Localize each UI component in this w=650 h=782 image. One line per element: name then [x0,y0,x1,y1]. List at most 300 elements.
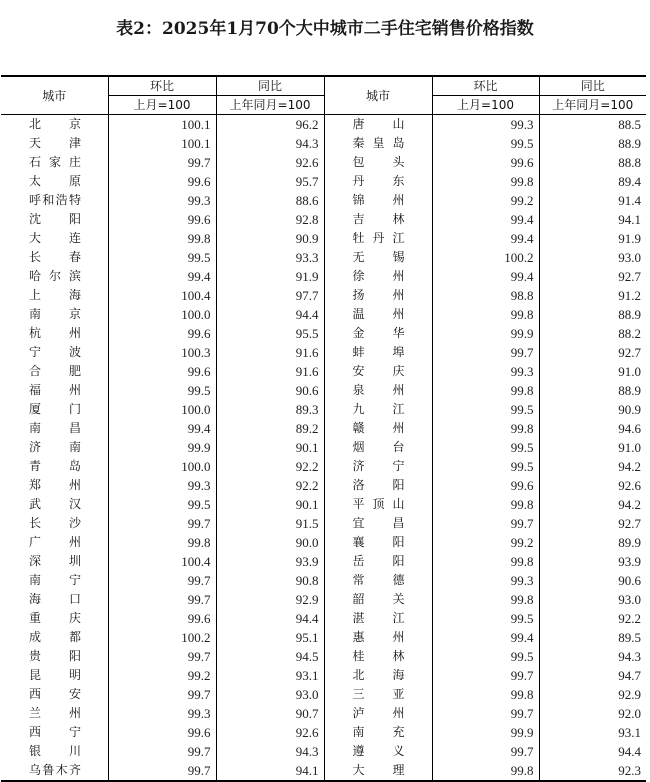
cell-yoy-right: 91.2 [618,288,641,303]
city-name: 杭 州 [29,326,81,340]
cell-yoy-left: 93.3 [216,248,324,267]
cell-mom-right: 99.5 [432,438,539,457]
cell-mom-left: 99.8 [108,229,216,248]
cell-mom-right: 99.2 [432,533,539,552]
city-name: 丹 东 [352,174,405,188]
cell-yoy-right: 94.2 [618,459,641,474]
city-name: 广 州 [29,535,81,549]
cell-mom-left: 99.7 [108,647,216,666]
cell-city-right [324,761,432,781]
city-name: 常 德 [352,573,405,587]
cell-mom-left: 99.5 [108,381,216,400]
cell-mom-right: 99.2 [432,191,539,210]
cell-mom-right: 99.3 [432,571,539,590]
cell-mom-left: 99.3 [108,191,216,210]
cell-city-right [324,286,432,305]
cell-mom-right: 99.8 [432,590,539,609]
cell-yoy-right: 92.7 [618,269,641,284]
table-row [1,229,646,248]
cell-yoy-left: 90.0 [216,533,324,552]
city-name: 泸 州 [352,706,405,720]
city-name: 天 津 [29,136,81,150]
cell-mom-right: 99.8 [432,495,539,514]
cell-city-right [324,400,432,419]
cell-city-left [1,514,108,533]
table-row [1,457,646,476]
city-name: 西 宁 [29,725,81,739]
city-name: 郑 州 [29,478,81,492]
cell-city-left [1,400,108,419]
city-name: 南 昌 [29,421,81,435]
table-row [1,191,646,210]
cell-yoy-left: 95.1 [216,628,324,647]
cell-city-right [324,628,432,647]
city-name: 烟 台 [352,440,405,454]
cell-yoy-right: 94.2 [618,497,641,512]
cell-mom-right: 99.8 [432,172,539,191]
header-yoy-base-left: 上年同月=100 [216,96,324,115]
table-row [1,704,646,723]
table-row [1,647,646,666]
cell-yoy-left: 90.6 [216,381,324,400]
cell-mom-left: 100.0 [108,400,216,419]
cell-yoy-left: 94.3 [216,742,324,761]
cell-yoy-right: 92.9 [618,687,641,702]
city-name: 呼和浩特 [29,193,81,207]
cell-yoy-left: 97.7 [216,286,324,305]
cell-mom-right: 99.7 [432,666,539,685]
cell-mom-right: 99.7 [432,704,539,723]
cell-city-left [1,761,108,781]
city-name: 银 川 [29,744,81,758]
cell-yoy-right: 88.9 [618,307,641,322]
cell-yoy-right: 91.0 [618,364,641,379]
cell-yoy-right: 90.6 [618,573,641,588]
cell-yoy-right: 91.0 [618,440,641,455]
cell-city-left [1,685,108,704]
cell-city-right [324,666,432,685]
city-name: 徐 州 [352,269,405,283]
cell-mom-left: 99.3 [108,476,216,495]
cell-yoy-right: 93.1 [618,725,641,740]
cell-city-right [324,438,432,457]
header-mom-right: 环比 [432,76,539,96]
city-name: 大 连 [29,231,81,245]
cell-city-left [1,343,108,362]
cell-yoy-left: 91.9 [216,267,324,286]
cell-city-right [324,362,432,381]
city-name: 包 头 [352,155,405,169]
cell-yoy-right: 91.9 [618,231,641,246]
table-row [1,210,646,229]
city-name: 蚌 埠 [352,345,405,359]
cell-city-right [324,324,432,343]
cell-mom-left: 99.5 [108,495,216,514]
cell-mom-right: 99.5 [432,400,539,419]
cell-city-left [1,647,108,666]
table-row [1,685,646,704]
cell-city-left [1,210,108,229]
table-row [1,666,646,685]
cell-city-right [324,476,432,495]
city-name: 长 春 [29,250,81,264]
table-row [1,286,646,305]
cell-city-right [324,191,432,210]
city-name: 桂 林 [352,649,405,663]
cell-mom-right: 98.8 [432,286,539,305]
cell-mom-left: 99.4 [108,419,216,438]
cell-city-left [1,704,108,723]
city-name: 武 汉 [29,497,81,511]
cell-yoy-left: 94.3 [216,134,324,153]
cell-city-left [1,191,108,210]
cell-city-right [324,685,432,704]
city-name: 吉 林 [352,212,405,226]
cell-mom-right: 99.5 [432,457,539,476]
cell-city-right [324,305,432,324]
city-name: 成 都 [29,630,81,644]
cell-mom-left: 99.7 [108,153,216,172]
cell-yoy-left: 91.6 [216,362,324,381]
cell-yoy-right: 93.9 [618,554,641,569]
city-name: 北 京 [29,117,81,131]
table-row [1,495,646,514]
cell-mom-right: 99.5 [432,134,539,153]
cell-yoy-right: 93.0 [618,250,641,265]
table-row [1,134,646,153]
cell-mom-left: 99.6 [108,723,216,742]
cell-city-right [324,552,432,571]
city-name: 西 安 [29,687,81,701]
cell-yoy-left: 91.5 [216,514,324,533]
cell-mom-left: 99.6 [108,210,216,229]
cell-mom-right: 99.4 [432,229,539,248]
header-mom-left: 环比 [108,76,216,96]
cell-yoy-left: 89.3 [216,400,324,419]
cell-city-left [1,267,108,286]
city-name: 合 肥 [29,364,81,378]
cell-yoy-left: 93.0 [216,685,324,704]
city-name: 金 华 [352,326,405,340]
cell-mom-right: 99.7 [432,514,539,533]
cell-yoy-left: 94.1 [216,761,324,781]
cell-mom-right: 99.8 [432,685,539,704]
cell-mom-right: 99.6 [432,476,539,495]
table-row [1,115,646,135]
table-body [1,115,646,782]
table-row [1,381,646,400]
cell-yoy-right: 92.7 [618,345,641,360]
cell-city-left [1,476,108,495]
city-name: 长 沙 [29,516,81,530]
cell-yoy-left: 90.1 [216,438,324,457]
cell-yoy-right: 94.4 [618,744,641,759]
cell-mom-left: 100.0 [108,457,216,476]
cell-mom-right: 99.8 [432,552,539,571]
cell-yoy-left: 92.2 [216,476,324,495]
table-row [1,419,646,438]
cell-city-right [324,115,432,135]
cell-mom-right: 99.4 [432,267,539,286]
table-row [1,552,646,571]
cell-mom-left: 99.4 [108,267,216,286]
city-name: 湛 江 [352,611,405,625]
cell-mom-left: 99.5 [108,248,216,267]
cell-city-right [324,172,432,191]
cell-city-left [1,305,108,324]
table-row [1,267,646,286]
city-name: 乌鲁木齐 [29,763,81,777]
cell-yoy-right: 94.7 [618,668,641,683]
cell-city-right [324,609,432,628]
cell-mom-left: 100.1 [108,134,216,153]
city-name: 无 锡 [352,250,405,264]
cell-yoy-right: 88.2 [618,326,641,341]
cell-city-left [1,153,108,172]
cell-city-left [1,742,108,761]
table-row [1,723,646,742]
city-name: 九 江 [352,402,405,416]
city-name: 唐 山 [352,117,405,131]
cell-yoy-right: 88.5 [618,117,641,132]
cell-yoy-right: 90.9 [618,402,641,417]
cell-city-right [324,153,432,172]
city-name: 扬 州 [352,288,405,302]
table-row [1,305,646,324]
cell-yoy-left: 94.4 [216,305,324,324]
cell-city-right [324,229,432,248]
cell-city-right [324,590,432,609]
table-row [1,571,646,590]
city-name: 洛 阳 [352,478,405,492]
city-name: 重 庆 [29,611,81,625]
cell-mom-left: 99.7 [108,514,216,533]
cell-mom-left: 99.6 [108,172,216,191]
cell-city-left [1,552,108,571]
cell-yoy-left: 90.7 [216,704,324,723]
cell-yoy-left: 94.5 [216,647,324,666]
cell-city-left [1,438,108,457]
cell-yoy-right: 94.6 [618,421,641,436]
cell-yoy-left: 92.2 [216,457,324,476]
city-name: 济 南 [29,440,81,454]
city-name: 贵 阳 [29,649,81,663]
city-name: 三 亚 [352,687,405,701]
cell-yoy-left: 95.5 [216,324,324,343]
header-yoy-left: 同比 [216,76,324,96]
cell-city-right [324,742,432,761]
city-name: 昆 明 [29,668,81,682]
cell-yoy-left: 92.9 [216,590,324,609]
cell-mom-right: 99.7 [432,742,539,761]
cell-mom-left: 100.0 [108,305,216,324]
cell-mom-right: 99.7 [432,343,539,362]
city-name: 南 京 [29,307,81,321]
table-row [1,438,646,457]
cell-yoy-right: 89.9 [618,535,641,550]
cell-city-left [1,134,108,153]
cell-yoy-left: 93.9 [216,552,324,571]
cell-yoy-left: 95.7 [216,172,324,191]
city-name: 南 宁 [29,573,81,587]
cell-mom-left: 99.3 [108,704,216,723]
cell-mom-left: 100.3 [108,343,216,362]
cell-city-right [324,533,432,552]
cell-mom-right: 99.5 [432,647,539,666]
header-yoy-right: 同比 [539,76,646,96]
cell-yoy-left: 90.1 [216,495,324,514]
cell-mom-right: 99.8 [432,761,539,781]
city-name: 福 州 [29,383,81,397]
cell-city-left [1,666,108,685]
cell-mom-left: 99.7 [108,685,216,704]
city-name: 青 岛 [29,459,81,473]
cell-city-right [324,267,432,286]
price-index-table [1,75,646,782]
cell-city-right [324,723,432,742]
table-row [1,248,646,267]
table-row [1,514,646,533]
city-name: 平 顶 山 [352,497,405,511]
cell-mom-left: 99.7 [108,761,216,781]
city-name: 泉 州 [352,383,405,397]
cell-city-left [1,362,108,381]
cell-city-right [324,571,432,590]
cell-city-left [1,723,108,742]
cell-mom-left: 99.6 [108,362,216,381]
table-row [1,153,646,172]
cell-yoy-left: 89.2 [216,419,324,438]
city-name: 锦 州 [352,193,405,207]
cell-city-right [324,647,432,666]
table-row [1,609,646,628]
city-name: 安 庆 [352,364,405,378]
cell-city-right [324,419,432,438]
cell-yoy-right: 92.2 [618,611,641,626]
city-name: 岳 阳 [352,554,405,568]
city-name: 厦 门 [29,402,81,416]
cell-mom-left: 99.6 [108,324,216,343]
header-yoy-base-right: 上年同月=100 [539,96,646,115]
cell-city-right [324,457,432,476]
cell-mom-right: 99.3 [432,115,539,135]
city-name: 牡 丹 江 [352,231,405,245]
cell-city-right [324,704,432,723]
city-name: 南 充 [352,725,405,739]
city-name: 宁 波 [29,345,81,359]
city-name: 济 宁 [352,459,405,473]
cell-mom-left: 99.8 [108,533,216,552]
table-row [1,324,646,343]
table-row [1,590,646,609]
city-name: 兰 州 [29,706,81,720]
city-name: 秦 皇 岛 [352,136,405,150]
city-name: 襄 阳 [352,535,405,549]
cell-mom-right: 99.8 [432,419,539,438]
cell-mom-left: 100.4 [108,552,216,571]
cell-mom-left: 99.9 [108,438,216,457]
city-name: 北 海 [352,668,405,682]
header-mom-base-right: 上月=100 [432,96,539,115]
cell-yoy-left: 90.8 [216,571,324,590]
cell-mom-left: 99.6 [108,609,216,628]
cell-city-left [1,381,108,400]
cell-mom-left: 99.7 [108,742,216,761]
cell-mom-right: 99.9 [432,324,539,343]
cell-yoy-right: 92.0 [618,706,641,721]
cell-city-right [324,514,432,533]
cell-mom-left: 99.2 [108,666,216,685]
cell-city-left [1,324,108,343]
cell-mom-left: 100.2 [108,628,216,647]
cell-city-left [1,590,108,609]
cell-city-left [1,533,108,552]
cell-mom-right: 99.6 [432,153,539,172]
header-mom-base-left: 上月=100 [108,96,216,115]
cell-mom-left: 100.4 [108,286,216,305]
cell-yoy-left: 88.6 [216,191,324,210]
cell-yoy-left: 91.6 [216,343,324,362]
cell-city-left [1,248,108,267]
cell-yoy-right: 92.6 [618,478,641,493]
cell-mom-right: 99.3 [432,362,539,381]
city-name: 赣 州 [352,421,405,435]
cell-city-right [324,248,432,267]
city-name: 深 圳 [29,554,81,568]
cell-yoy-right: 88.9 [618,383,641,398]
city-name: 遵 义 [352,744,405,758]
cell-yoy-left: 96.2 [216,115,324,135]
cell-city-right [324,134,432,153]
cell-city-left [1,628,108,647]
table-row [1,400,646,419]
cell-yoy-right: 93.0 [618,592,641,607]
cell-yoy-right: 94.3 [618,649,641,664]
cell-city-left [1,457,108,476]
cell-yoy-left: 92.6 [216,153,324,172]
cell-yoy-right: 88.9 [618,136,641,151]
cell-yoy-left: 94.4 [216,609,324,628]
table-row [1,628,646,647]
cell-city-left [1,229,108,248]
header-city-left: 城市 [1,76,108,115]
cell-city-left [1,115,108,135]
table-row [1,362,646,381]
cell-city-right [324,495,432,514]
table-row [1,172,646,191]
cell-yoy-right: 94.1 [618,212,641,227]
city-name: 哈 尔 滨 [29,269,81,283]
cell-yoy-right: 89.5 [618,630,641,645]
cell-mom-right: 100.2 [432,248,539,267]
cell-mom-left: 99.7 [108,571,216,590]
table-row [1,533,646,552]
cell-city-left [1,286,108,305]
cell-mom-right: 99.4 [432,628,539,647]
city-name: 石 家 庄 [29,155,81,169]
cell-city-left [1,172,108,191]
city-name: 宜 昌 [352,516,405,530]
city-name: 上 海 [29,288,81,302]
cell-mom-right: 99.9 [432,723,539,742]
cell-city-left [1,495,108,514]
table-row [1,742,646,761]
cell-yoy-right: 89.4 [618,174,641,189]
city-name: 大 理 [352,763,405,777]
cell-mom-right: 99.8 [432,381,539,400]
city-name: 沈 阳 [29,212,81,226]
city-name: 惠 州 [352,630,405,644]
